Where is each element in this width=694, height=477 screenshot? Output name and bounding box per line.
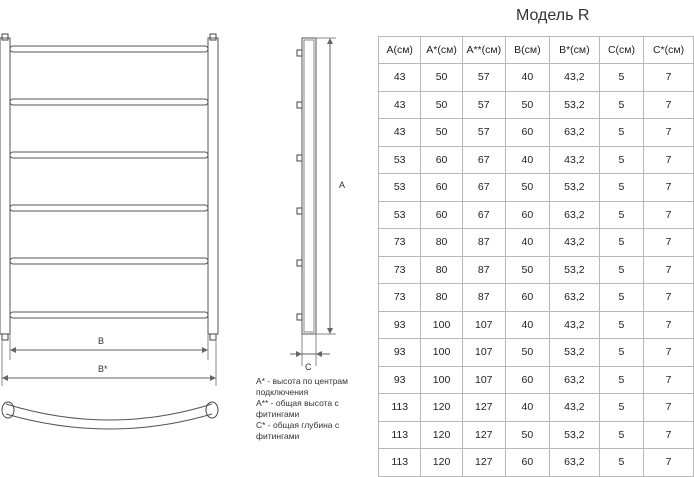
table-cell: 53 [379, 174, 421, 202]
table-row [379, 64, 694, 92]
table-cell: 43,2 [549, 311, 599, 339]
table-cell: 73 [379, 284, 421, 312]
table-cell: 5 [599, 146, 643, 174]
table-cell: 63,2 [549, 119, 599, 147]
column-header: C(см) [599, 37, 643, 64]
table-cell: 50 [421, 91, 462, 119]
table-cell: 43 [379, 64, 421, 92]
table-cell: 53 [379, 146, 421, 174]
table-row [379, 146, 694, 174]
table-cell: 63,2 [549, 449, 599, 477]
column-header: B*(см) [549, 37, 599, 64]
table-body [379, 64, 694, 477]
dim-label-c: C [305, 362, 312, 372]
table-cell: 113 [379, 449, 421, 477]
table-row [379, 256, 694, 284]
model-title: Модель R [516, 7, 590, 24]
table-cell: 80 [421, 284, 462, 312]
table-cell: 60 [505, 366, 549, 394]
column-header: A**(см) [462, 37, 505, 64]
column-header: C*(см) [644, 37, 694, 64]
dimensions-table [378, 36, 694, 477]
dim-label-b: B [98, 336, 105, 346]
table-cell: 43,2 [549, 146, 599, 174]
table-cell: 60 [505, 201, 549, 229]
legend-item: A** - общая высота с фитингами [256, 398, 339, 419]
table-cell: 5 [599, 366, 643, 394]
table-cell: 53,2 [549, 174, 599, 202]
table-cell: 7 [644, 256, 694, 284]
table-cell: 40 [505, 229, 549, 257]
table-cell: 93 [379, 339, 421, 367]
table-cell: 50 [505, 174, 549, 202]
table-cell: 73 [379, 229, 421, 257]
table-cell: 5 [599, 284, 643, 312]
table-cell: 50 [505, 339, 549, 367]
table-cell: 7 [644, 449, 694, 477]
table-cell: 7 [644, 174, 694, 202]
table-cell: 80 [421, 256, 462, 284]
table-row [379, 91, 694, 119]
table-cell: 7 [644, 119, 694, 147]
table-cell: 5 [599, 174, 643, 202]
table-cell: 7 [644, 201, 694, 229]
table-row [379, 311, 694, 339]
table-cell: 7 [644, 229, 694, 257]
table-cell: 100 [421, 366, 462, 394]
table-cell: 107 [462, 366, 505, 394]
table-cell: 100 [421, 339, 462, 367]
table-cell: 53,2 [549, 339, 599, 367]
table-cell: 7 [644, 91, 694, 119]
table-cell: 57 [462, 64, 505, 92]
table-cell: 53,2 [549, 421, 599, 449]
table-cell: 63,2 [549, 201, 599, 229]
table-row [379, 339, 694, 367]
table-cell: 43,2 [549, 394, 599, 422]
table-cell: 87 [462, 284, 505, 312]
table-cell: 113 [379, 421, 421, 449]
table-cell: 93 [379, 311, 421, 339]
table-cell: 63,2 [549, 366, 599, 394]
table-row [379, 449, 694, 477]
legend-item: C* - общая глубина с фитингами [256, 420, 340, 441]
table-cell: 5 [599, 394, 643, 422]
table-cell: 40 [505, 311, 549, 339]
table-cell: 107 [462, 311, 505, 339]
front-view [0, 34, 218, 386]
table-cell: 40 [505, 64, 549, 92]
table-cell: 80 [421, 229, 462, 257]
table-row [379, 284, 694, 312]
table-row [379, 229, 694, 257]
table-cell: 7 [644, 146, 694, 174]
table-cell: 53,2 [549, 256, 599, 284]
table-cell: 7 [644, 339, 694, 367]
table-cell: 50 [421, 64, 462, 92]
table-row [379, 174, 694, 202]
table-cell: 113 [379, 394, 421, 422]
table-cell: 43,2 [549, 229, 599, 257]
table-cell: 7 [644, 366, 694, 394]
table-cell: 127 [462, 449, 505, 477]
top-view [2, 402, 218, 429]
table-cell: 50 [505, 256, 549, 284]
table-cell: 7 [644, 64, 694, 92]
table-row [379, 201, 694, 229]
table-cell: 5 [599, 449, 643, 477]
table-cell: 5 [599, 311, 643, 339]
table-cell: 60 [421, 174, 462, 202]
table-cell: 73 [379, 256, 421, 284]
table-cell: 7 [644, 284, 694, 312]
table-row [379, 421, 694, 449]
table-cell: 50 [505, 421, 549, 449]
table-cell: 50 [505, 91, 549, 119]
table-cell: 57 [462, 91, 505, 119]
table-cell: 60 [505, 449, 549, 477]
table-cell: 5 [599, 421, 643, 449]
table-cell: 107 [462, 339, 505, 367]
table-cell: 100 [421, 311, 462, 339]
table-cell: 60 [505, 119, 549, 147]
table-cell: 67 [462, 201, 505, 229]
table-cell: 5 [599, 201, 643, 229]
legend-item: A* - высота по центрам подключения [256, 376, 349, 397]
table-cell: 5 [599, 339, 643, 367]
table-cell: 5 [599, 91, 643, 119]
table-cell: 7 [644, 421, 694, 449]
dim-label-b-star: B* [98, 364, 108, 374]
table-cell: 5 [599, 119, 643, 147]
table-cell: 87 [462, 229, 505, 257]
table-cell: 5 [599, 64, 643, 92]
table-cell: 120 [421, 394, 462, 422]
crossbars [10, 46, 208, 318]
table-cell: 127 [462, 421, 505, 449]
table-cell: 93 [379, 366, 421, 394]
table-cell: 53 [379, 201, 421, 229]
table-cell: 43 [379, 91, 421, 119]
table-row [379, 119, 694, 147]
table-cell: 57 [462, 119, 505, 147]
table-cell: 67 [462, 146, 505, 174]
column-header: B(см) [505, 37, 549, 64]
legend [256, 376, 368, 442]
table-cell: 60 [505, 284, 549, 312]
table-cell: 120 [421, 421, 462, 449]
table-cell: 43,2 [549, 64, 599, 92]
table-cell: 7 [644, 311, 694, 339]
side-view [290, 38, 336, 366]
table-cell: 5 [599, 229, 643, 257]
table-cell: 50 [421, 119, 462, 147]
column-header: A*(см) [421, 37, 462, 64]
table-cell: 5 [599, 256, 643, 284]
table-cell: 43 [379, 119, 421, 147]
table-cell: 53,2 [549, 91, 599, 119]
table-cell: 40 [505, 394, 549, 422]
table-header-row [379, 37, 694, 64]
table-cell: 60 [421, 201, 462, 229]
table-cell: 120 [421, 449, 462, 477]
table-cell: 7 [644, 394, 694, 422]
table-cell: 60 [421, 146, 462, 174]
table-row [379, 394, 694, 422]
table-cell: 87 [462, 256, 505, 284]
column-header: A(см) [379, 37, 421, 64]
table-cell: 67 [462, 174, 505, 202]
table-row [379, 366, 694, 394]
table-cell: 40 [505, 146, 549, 174]
table-cell: 63,2 [549, 284, 599, 312]
table-cell: 127 [462, 394, 505, 422]
dim-label-a: A [339, 180, 346, 190]
